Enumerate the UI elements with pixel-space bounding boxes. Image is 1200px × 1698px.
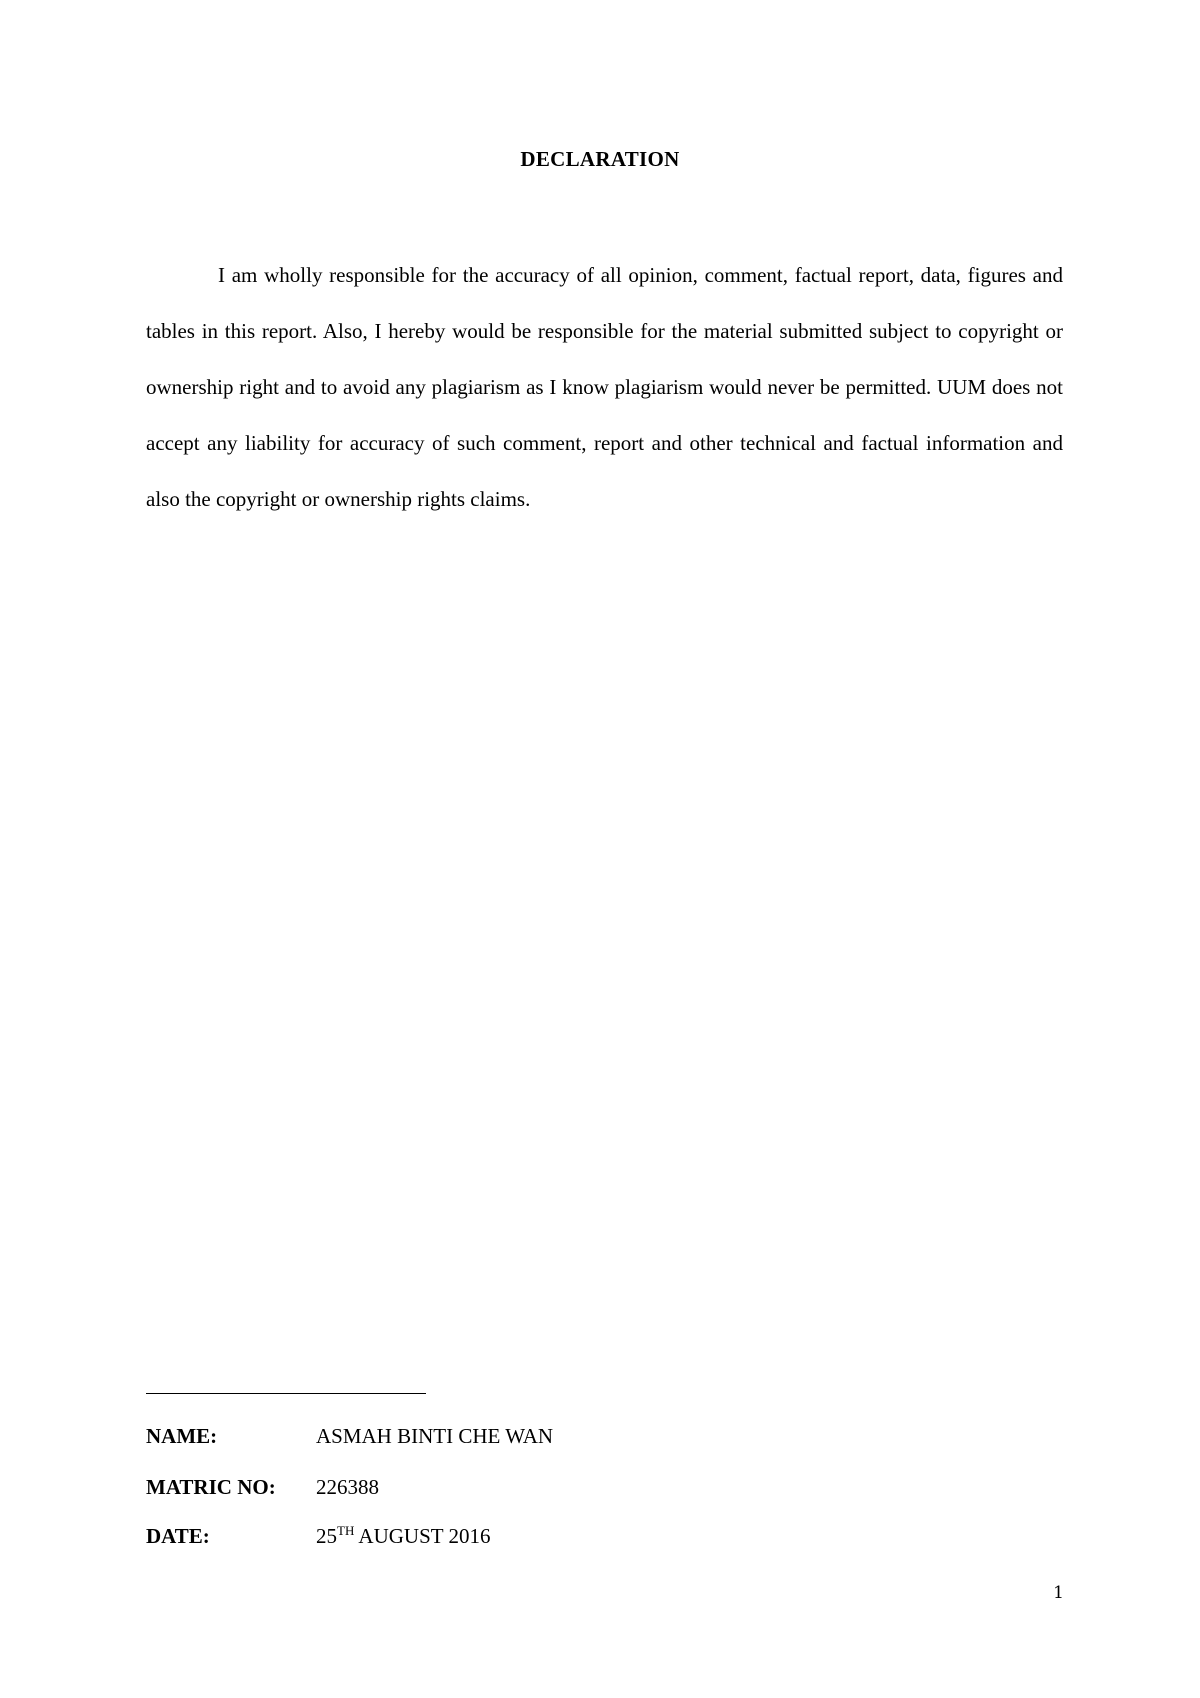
name-label: NAME: bbox=[146, 1424, 218, 1448]
date-month-year: AUGUST 2016 bbox=[354, 1524, 491, 1548]
date-value bbox=[316, 1521, 490, 1551]
declaration-paragraph: I am wholly responsible for the accuracy of all opinion, comment, factual report, data, figures and tables in this report. Also, I hereby would be responsible for the material submitted subject to copyright or ownership right and to avoid any plagiarism as I know plagiarism would never be permitted. UUM does not accept any liability for accuracy of such comment, report and other technical and factual information and also the copyright or ownership rights claims. bbox=[146, 263, 1063, 511]
page-title: DECLARATION bbox=[520, 147, 680, 171]
matric-value: 226388 bbox=[316, 1475, 379, 1499]
date-ordinal-suffix: TH bbox=[337, 1523, 355, 1538]
date-day: 25 bbox=[316, 1524, 337, 1548]
signature-line bbox=[146, 1393, 426, 1394]
matric-label: MATRIC NO: bbox=[146, 1475, 276, 1499]
name-value: ASMAH BINTI CHE WAN bbox=[316, 1424, 554, 1448]
page-number: 1 bbox=[1053, 1583, 1064, 1603]
date-label: DATE: bbox=[146, 1524, 210, 1548]
